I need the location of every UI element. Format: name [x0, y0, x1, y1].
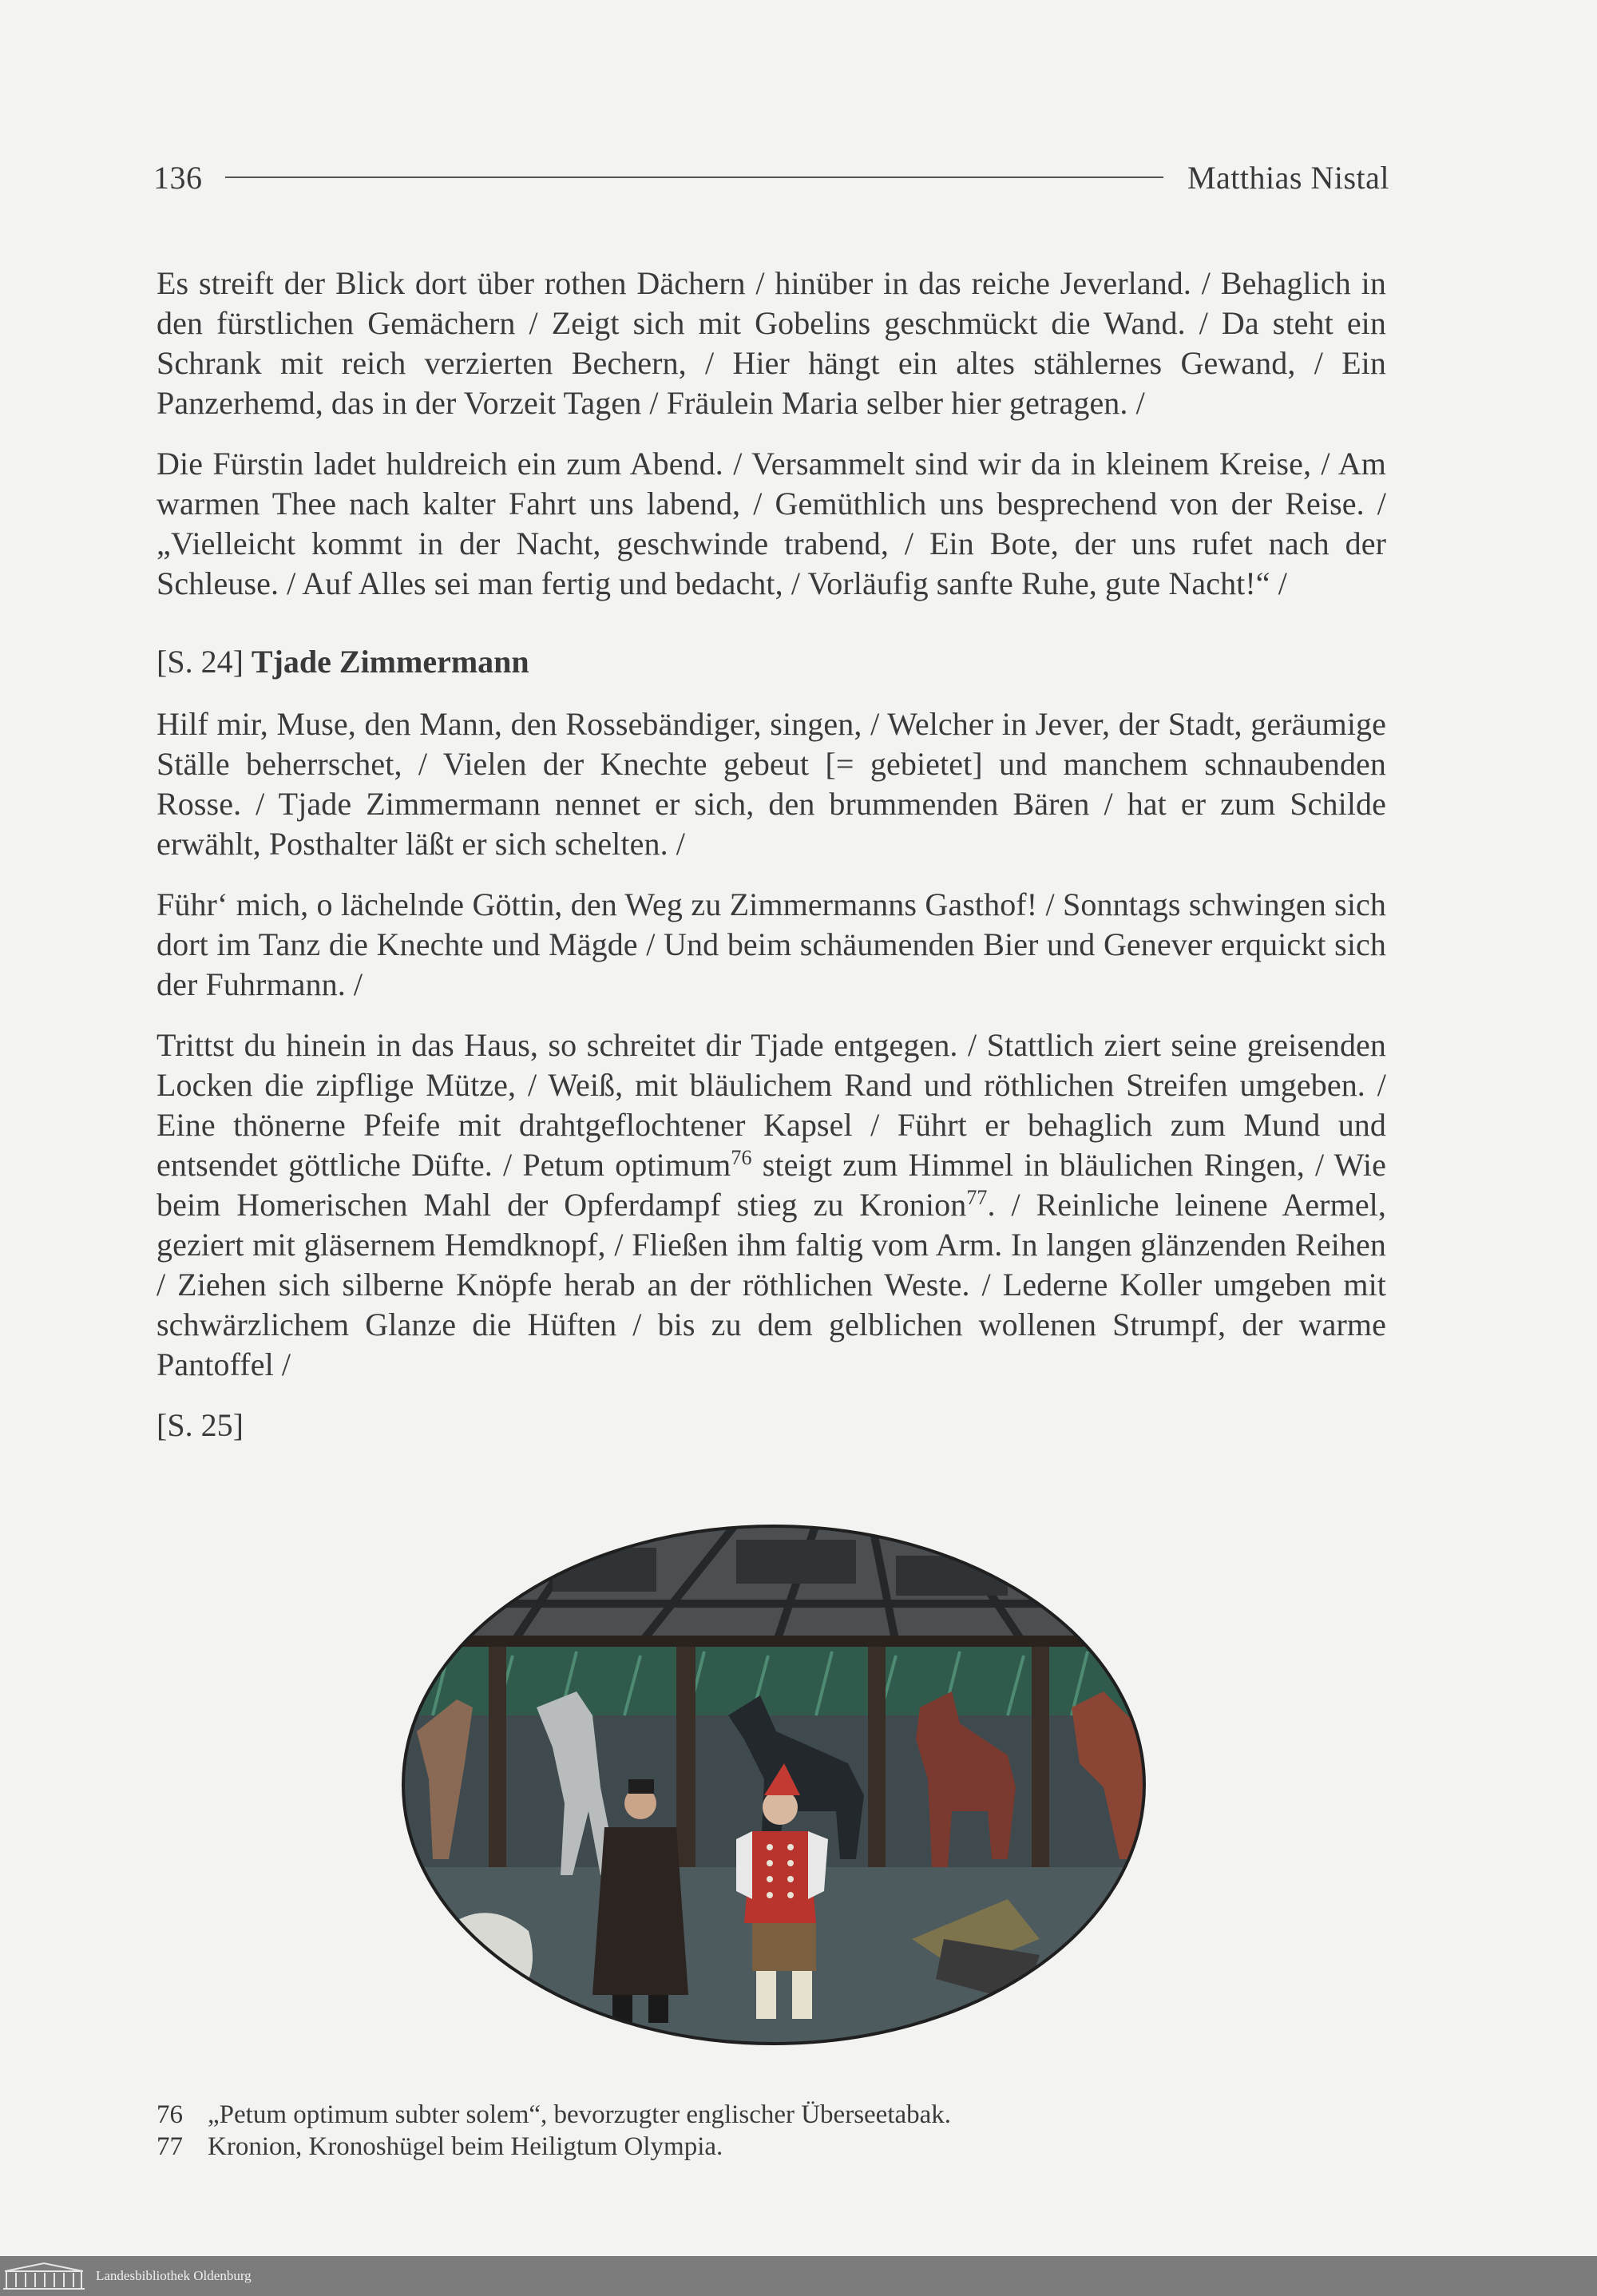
- paragraph-jeverland: Es streift der Blick dort über rothen Dächern / hinüber in das reiche Jeverland. / Behaglich in den fürstlichen Gemächern / Zeigt sich mit Gobelins geschmückt die Wand. / Da steht ein Schrank mit reich verzierten Bechern, / Hier hängt ein altes stählernes Gewand, / Ein Panzerhemd, das in der Vorzeit Tagen / Fräulein Maria selber hier getragen. /: [157, 265, 1386, 421]
- header-rule: [225, 176, 1163, 178]
- footnote-text: Kronion, Kronoshügel beim Heiligtum Olympia.: [208, 2132, 723, 2161]
- paragraph-gasthof: Führ‘ mich, o lächelnde Göttin, den Weg zu Zimmermanns Gasthof! / Sonntags schwingen sich dort im Tanz die Knechte und Mägde / Und beim schäumenden Bier und Genever erquickt sich der Fuhrmann. /: [157, 886, 1386, 1002]
- page-marker: [S. 25]: [157, 1407, 244, 1443]
- running-header: [153, 157, 1389, 198]
- footnote-ref-76[interactable]: 76: [731, 1146, 752, 1169]
- body-text: [157, 264, 1386, 1445]
- footnote-number: 76: [157, 2100, 183, 2129]
- footnote-ref-77[interactable]: 77: [966, 1186, 988, 1209]
- section-page-ref: [S. 24]: [157, 644, 244, 680]
- section-heading: [157, 642, 1386, 682]
- paragraph-tjade-part1: Trittst du hinein in das Haus, so schreitet dir Tjade entgegen. / Stattlich ziert seine greisenden Locken die zipflige Mütze, / Weiß, mit bläulichem Rand und röthlichen Streifen umgeben. / Eine thönerne Pfeife mit drahtgeflochtener Kapsel / Führt er behaglich zum Mund und entsendet göttliche Düfte. / Petum optimum: [157, 1027, 1386, 1183]
- footnote-text: „Petum optimum subter solem“, bevorzugter englischer Überseetabak.: [208, 2100, 952, 2129]
- running-author: Matthias Nistal: [1187, 159, 1389, 196]
- paragraph-muse: Hilf mir, Muse, den Mann, den Rossebändiger, singen, / Welcher in Jever, der Stadt, geräumige Ställe beherrschet, / Vielen der Knechte gebeut [= gebietet] und manchem schnaubenden Rosse. / Tjade Zimmermann nennet er sich, den brummenden Bären / hat er zum Schilde erwählt, Posthalter läßt er sich schelten. /: [157, 706, 1386, 862]
- page-number: 136: [153, 159, 203, 196]
- footnote-77: [157, 2131, 1386, 2163]
- section-title: Tjade Zimmermann: [251, 644, 529, 680]
- library-footer-bar: [0, 2256, 1597, 2296]
- paragraph-tjade-part3: . / Reinliche leinene Aermel, geziert mit gläsernem Hemdknopf, / Fließen ihm faltig vom Arm. In langen glänzenden Reihen / Ziehen sich silberne Knöpfe herab an der röthlichen Weste. / Lederne Koller umgeben mit schwärzlichem Glanze die Hüften / bis zu dem gelblichen wollenen Strumpf, der warme Pantoffel /: [157, 1187, 1386, 1382]
- footnote-76: [157, 2099, 1386, 2131]
- footnote-number: 77: [157, 2132, 183, 2161]
- footnotes: [157, 2099, 1386, 2163]
- paragraph-tjade-part2: steigt zum Himmel in bläulichen Ringen, / Wie beim Homerischen Mahl der Opferdampf stieg zu Kronion: [157, 1147, 1386, 1223]
- library-name: Landesbibliothek Oldenburg: [96, 2268, 252, 2283]
- stable-illustration: [401, 1524, 1147, 2046]
- paragraph-tjade: [157, 1025, 1386, 1385]
- paragraph-fuerstin: Die Fürstin ladet huldreich ein zum Abend. / Versammelt sind wir da in kleinem Kreise, / Am warmen Thee nach kalter Fahrt uns labend, / Gemüthlich uns besprechend von der Reise. / „Vielleicht kommt in der Nacht, geschwinde trabend, / Ein Bote, der uns rufet nach der Schleuse. / Auf Alles sei man fertig und bedacht, / Vorläufig sanfte Ruhe, gute Nacht!“ /: [157, 446, 1386, 601]
- library-building-icon: [0, 2260, 88, 2292]
